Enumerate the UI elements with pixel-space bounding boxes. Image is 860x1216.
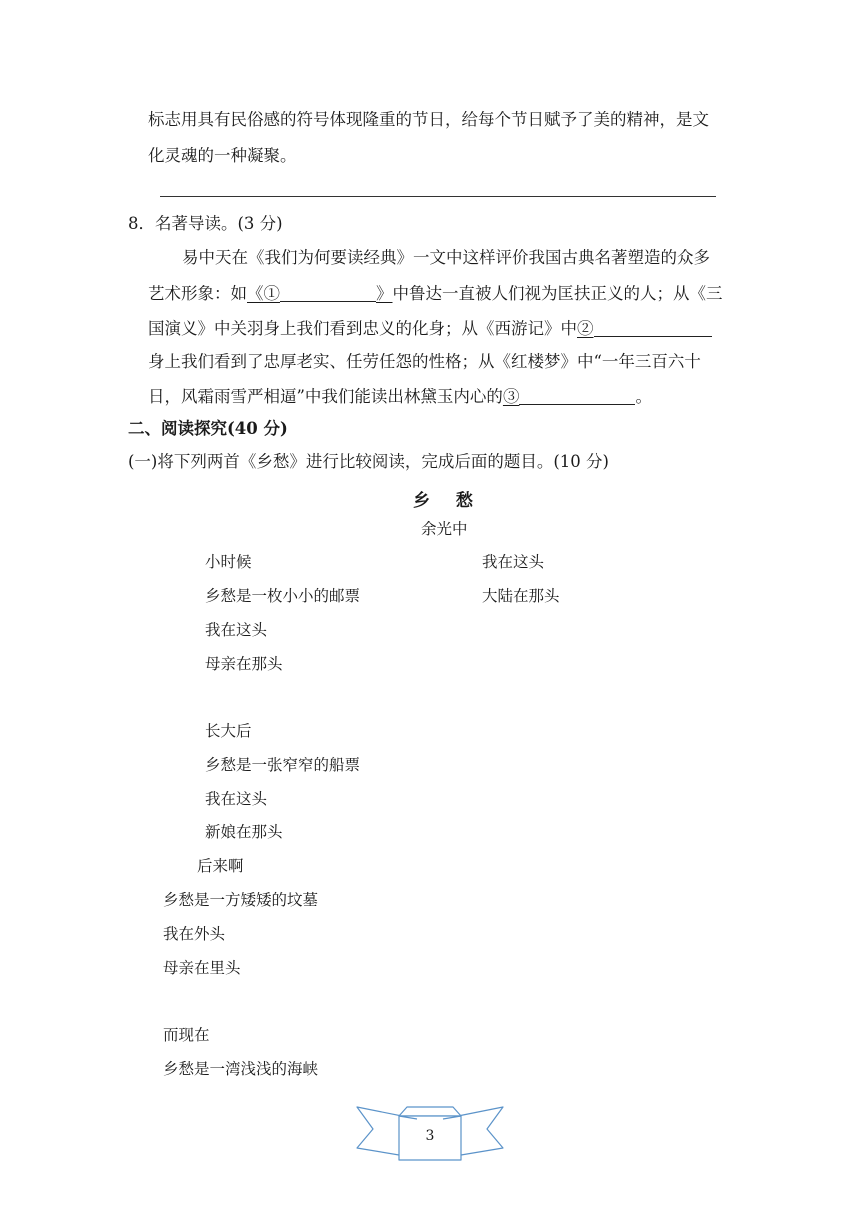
poem-line-right: 我在这头 — [482, 553, 545, 571]
blank-1-close: 》 — [376, 284, 393, 303]
question-8-line-4: 身上我们看到了忠厚老实、任劳任怨的性格；从《红楼梦》中“一年三百六十 — [148, 352, 701, 371]
poem-line: 乡愁是一枚小小的邮票 — [205, 587, 361, 605]
answer-text-line-1: 标志用具有民俗感的符号体现隆重的节日，给每个节日赋予了美的精神，是文 — [148, 110, 709, 129]
poem-line: 乡愁是一湾浅浅的海峡 — [163, 1060, 319, 1078]
answer-text-line-2: 化灵魂的一种凝聚。 — [148, 146, 297, 165]
part-1-intro: (一)将下列两首《乡愁》进行比较阅读，完成后面的题目。(10 分) — [128, 452, 609, 471]
poem-line: 长大后 — [205, 722, 252, 740]
question-8-line-2 — [148, 283, 723, 304]
poem-line: 母亲在那头 — [205, 655, 283, 673]
poem-line-right: 大陆在那头 — [482, 587, 560, 605]
text-segment: 艺术形象：如 — [148, 284, 247, 303]
poem-line: 我在这头 — [205, 621, 268, 639]
poem-author: 余光中 — [421, 520, 468, 538]
answer-blank-3[interactable] — [519, 386, 635, 405]
poem-line: 我在这头 — [205, 790, 268, 808]
text-segment: 日，风霜雨雪严相逼”中我们能读出林黛玉内心的 — [148, 387, 503, 406]
poem-line: 乡愁是一方矮矮的坟墓 — [163, 891, 319, 909]
answer-blank-2[interactable] — [594, 318, 712, 337]
blank-2-mark: ② — [577, 319, 594, 338]
answer-blank-1[interactable] — [280, 283, 376, 302]
blank-1-open: 《① — [247, 284, 280, 303]
poem-line: 我在外头 — [163, 925, 226, 943]
poem-line: 乡愁是一张窄窄的船票 — [205, 756, 361, 774]
question-8-line-3 — [148, 318, 712, 339]
poem-line: 新娘在那头 — [205, 823, 283, 841]
blank-3-mark: ③ — [502, 387, 520, 406]
text-segment: 国演义》中关羽身上我们看到忠义的化身；从《西游记》中 — [148, 319, 577, 338]
poem-title: 乡 愁 — [413, 491, 483, 511]
text-segment: 中鲁达一直被人们视为匡扶正义的人；从《三 — [392, 284, 723, 303]
text-segment: 。 — [635, 387, 652, 406]
poem-line: 母亲在里头 — [163, 959, 241, 977]
page-number: 3 — [425, 1128, 435, 1144]
poem-line: 而现在 — [163, 1026, 210, 1044]
answer-line — [160, 196, 716, 197]
question-8-line-5 — [148, 386, 652, 407]
question-8-header: 8．名著导读。(3 分) — [128, 214, 283, 233]
poem-line: 小时候 — [205, 553, 252, 571]
question-8-line-1: 易中天在《我们为何要读经典》一文中这样评价我国古典名著塑造的众多 — [182, 248, 710, 267]
section-2-header: 二、阅读探究(40 分) — [128, 419, 288, 438]
poem-line: 后来啊 — [197, 857, 244, 875]
